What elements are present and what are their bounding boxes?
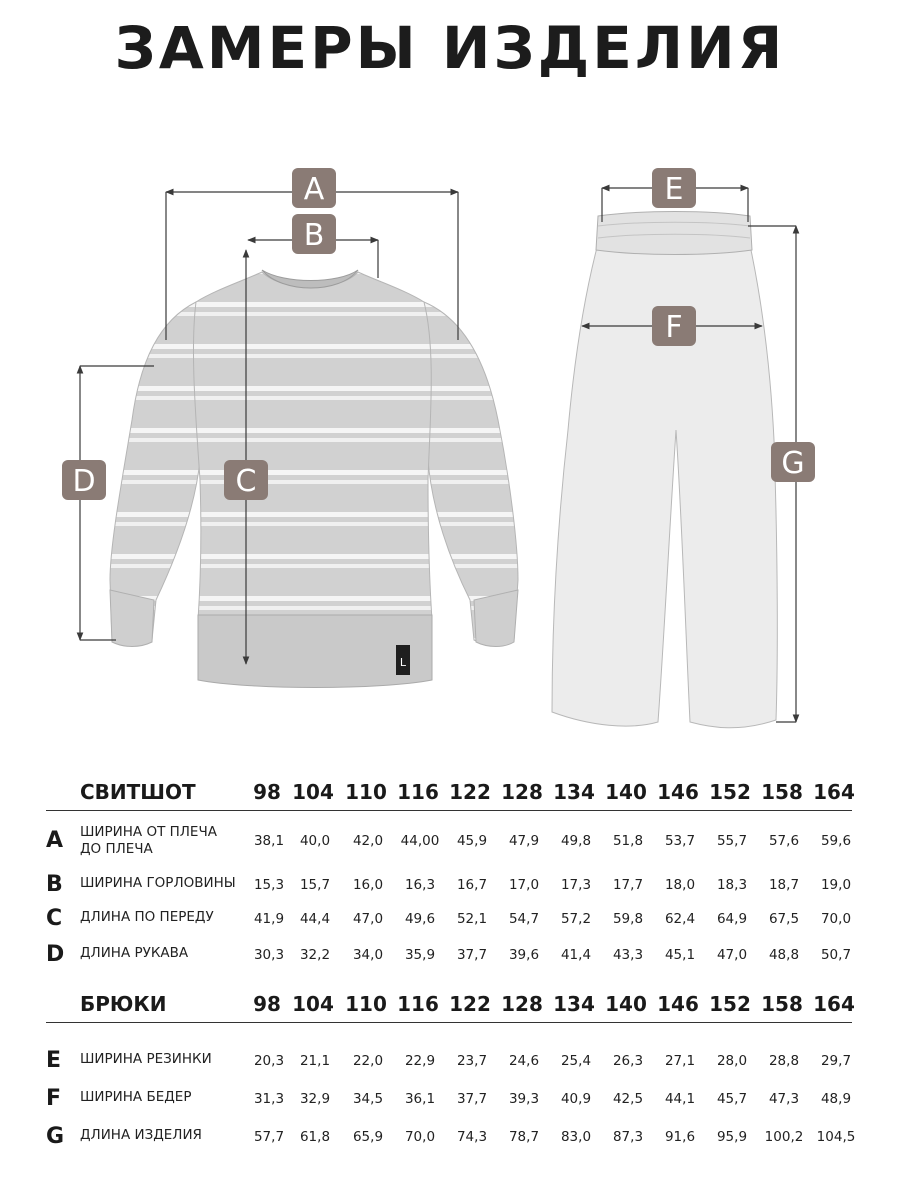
sweatshirt-drawing: [110, 270, 518, 688]
measure-value: 28,8: [768, 1053, 800, 1069]
measure-value: 83,0: [560, 1129, 592, 1145]
size-header: 140: [605, 992, 647, 1016]
size-header: 110: [345, 780, 387, 804]
table-row: [0, 940, 900, 976]
pants-table-header: [0, 992, 900, 1022]
pants-drawing: [552, 212, 777, 728]
measure-value: 54,7: [508, 911, 540, 927]
measure-value: 30,3: [253, 947, 285, 963]
table-row: [0, 1122, 900, 1158]
measure-value: 19,0: [820, 877, 852, 893]
badge-d-label: D: [72, 464, 96, 499]
measure-value: 17,0: [508, 877, 540, 893]
measure-value: 39,3: [508, 1091, 540, 1107]
measure-value: 57,2: [560, 911, 592, 927]
measure-value: 28,0: [716, 1053, 748, 1069]
measure-value: 23,7: [456, 1053, 488, 1069]
pants-table-title: БРЮКИ: [80, 992, 167, 1016]
measure-value: 57,6: [768, 833, 800, 849]
sweatshirt-body: [193, 272, 432, 620]
measure-value: 41,9: [253, 911, 285, 927]
table-row: [0, 904, 900, 940]
size-header: 134: [553, 992, 595, 1016]
measure-value: 44,4: [299, 911, 331, 927]
size-header: 140: [605, 780, 647, 804]
measure-value: 49,8: [560, 833, 592, 849]
size-header: 164: [813, 992, 855, 1016]
badge-b-label: B: [303, 218, 325, 253]
badge-a: [292, 168, 336, 208]
measure-value: 47,0: [352, 911, 384, 927]
measure-label: ШИРИНА ГОРЛОВИНЫ: [80, 875, 236, 891]
measure-value: 47,0: [716, 947, 748, 963]
measure-value: 15,7: [299, 877, 331, 893]
measure-value: 91,6: [664, 1129, 696, 1145]
size-header: 134: [553, 780, 595, 804]
size-header: 122: [449, 780, 491, 804]
measure-value: 45,7: [716, 1091, 748, 1107]
sweatshirt-table-header: [0, 780, 900, 810]
measure-value: 67,5: [768, 911, 800, 927]
measure-value: 17,3: [560, 877, 592, 893]
size-header: 104: [292, 780, 334, 804]
measure-value: 45,1: [664, 947, 696, 963]
measure-value: 29,7: [820, 1053, 852, 1069]
size-header: 110: [345, 992, 387, 1016]
measure-value: 32,2: [299, 947, 331, 963]
size-header: 128: [501, 992, 543, 1016]
measure-value: 16,0: [352, 877, 384, 893]
measure-value: 50,7: [820, 947, 852, 963]
measure-letter: B: [46, 872, 63, 897]
measure-value: 65,9: [352, 1129, 384, 1145]
size-header: 98: [253, 780, 281, 804]
badge-c: [224, 460, 268, 500]
measure-value: 20,3: [253, 1053, 285, 1069]
badge-d: [62, 460, 106, 500]
measure-value: 16,7: [456, 877, 488, 893]
measure-value: 18,3: [716, 877, 748, 893]
size-header: 128: [501, 780, 543, 804]
measure-value: 48,9: [820, 1091, 852, 1107]
garment-illustration: [0, 150, 900, 750]
measure-label: ШИРИНА БЕДЕР: [80, 1089, 192, 1105]
measure-letter: A: [46, 828, 64, 853]
measure-value: 61,8: [299, 1129, 331, 1145]
badge-b: [292, 214, 336, 254]
measure-value: 15,3: [253, 877, 285, 893]
sweatshirt-table-title: СВИТШОТ: [80, 780, 196, 804]
measure-value: 52,1: [456, 911, 488, 927]
measure-value: 17,7: [612, 877, 644, 893]
measure-value: 59,6: [820, 833, 852, 849]
size-header: 98: [253, 992, 281, 1016]
size-header: 152: [709, 992, 751, 1016]
measure-label: ШИРИНА РЕЗИНКИ: [80, 1051, 212, 1067]
measure-value: 35,9: [404, 947, 436, 963]
measure-value: 62,4: [664, 911, 696, 927]
badge-e-label: E: [664, 172, 684, 207]
size-header: 116: [397, 992, 439, 1016]
measure-label: ДЛИНА РУКАВА: [80, 945, 189, 961]
table-row: [0, 1046, 900, 1082]
measure-label: ДЛИНА ИЗДЕЛИЯ: [80, 1127, 202, 1143]
page-title: ЗАМЕРЫ ИЗДЕЛИЯ: [114, 14, 786, 82]
measure-value: 57,7: [253, 1129, 285, 1145]
measure-value: 41,4: [560, 947, 592, 963]
measure-value: 45,9: [456, 833, 488, 849]
badge-c-label: C: [235, 464, 257, 499]
measure-value: 34,5: [352, 1091, 384, 1107]
measure-value: 39,6: [508, 947, 540, 963]
measure-value: 49,6: [404, 911, 436, 927]
measure-value: 38,1: [253, 833, 285, 849]
table-row: [0, 1084, 900, 1120]
measure-value: 24,6: [508, 1053, 540, 1069]
measure-value: 16,3: [404, 877, 436, 893]
measure-value: 36,1: [404, 1091, 436, 1107]
measure-value: 70,0: [820, 911, 852, 927]
badge-g: [771, 442, 815, 482]
measure-letter: F: [46, 1086, 62, 1111]
measure-value: 78,7: [508, 1129, 540, 1145]
measure-letter: D: [46, 942, 65, 967]
measure-value: 22,9: [404, 1053, 436, 1069]
badge-a-label: A: [303, 172, 325, 207]
badge-e: [652, 168, 696, 208]
measure-value: 32,9: [299, 1091, 331, 1107]
measure-value: 74,3: [456, 1129, 488, 1145]
measure-value: 87,3: [612, 1129, 644, 1145]
measure-value: 18,7: [768, 877, 800, 893]
measure-value: 22,0: [352, 1053, 384, 1069]
size-header: 152: [709, 780, 751, 804]
measure-value: 34,0: [352, 947, 384, 963]
size-header: 122: [449, 992, 491, 1016]
measure-value: 37,7: [456, 947, 488, 963]
measure-value: 42,0: [352, 833, 384, 849]
measure-value: 51,8: [612, 833, 644, 849]
measure-label: ШИРИНА ОТ ПЛЕЧА ДО ПЛЕЧА: [80, 824, 217, 857]
size-header: 158: [761, 992, 803, 1016]
measure-value: 27,1: [664, 1053, 696, 1069]
table-divider: [46, 810, 852, 811]
size-header: 158: [761, 780, 803, 804]
measure-value: 47,9: [508, 833, 540, 849]
measure-value: 37,7: [456, 1091, 488, 1107]
measure-letter: C: [46, 906, 63, 931]
measure-value: 40,9: [560, 1091, 592, 1107]
measure-value: 42,5: [612, 1091, 644, 1107]
measure-value: 43,3: [612, 947, 644, 963]
measure-value: 26,3: [612, 1053, 644, 1069]
measure-value: 44,00: [400, 833, 440, 849]
measure-value: 44,1: [664, 1091, 696, 1107]
measure-value: 55,7: [716, 833, 748, 849]
measure-value: 40,0: [299, 833, 331, 849]
size-header: 146: [657, 992, 699, 1016]
size-header: 116: [397, 780, 439, 804]
measure-value: 53,7: [664, 833, 696, 849]
pants-waistband: [596, 212, 752, 255]
badge-f-label: F: [665, 310, 683, 345]
measure-letter: G: [46, 1124, 65, 1149]
size-header: 164: [813, 780, 855, 804]
table-row: [0, 826, 900, 862]
badge-g-label: G: [781, 446, 805, 481]
measure-label: ДЛИНА ПО ПЕРЕДУ: [80, 909, 214, 925]
measure-value: 25,4: [560, 1053, 592, 1069]
measure-value: 104,5: [816, 1129, 856, 1145]
measure-value: 47,3: [768, 1091, 800, 1107]
size-header: 104: [292, 992, 334, 1016]
badge-f: [652, 306, 696, 346]
size-tag-letter: L: [399, 656, 407, 669]
measure-letter: E: [46, 1048, 62, 1073]
measure-value: 64,9: [716, 911, 748, 927]
size-header: 146: [657, 780, 699, 804]
measure-value: 21,1: [299, 1053, 331, 1069]
measure-value: 95,9: [716, 1129, 748, 1145]
measure-value: 31,3: [253, 1091, 285, 1107]
measure-value: 48,8: [768, 947, 800, 963]
measure-value: 18,0: [664, 877, 696, 893]
measure-value: 100,2: [764, 1129, 804, 1145]
table-row: [0, 870, 900, 906]
measure-value: 70,0: [404, 1129, 436, 1145]
table-divider: [46, 1022, 852, 1023]
measure-value: 59,8: [612, 911, 644, 927]
